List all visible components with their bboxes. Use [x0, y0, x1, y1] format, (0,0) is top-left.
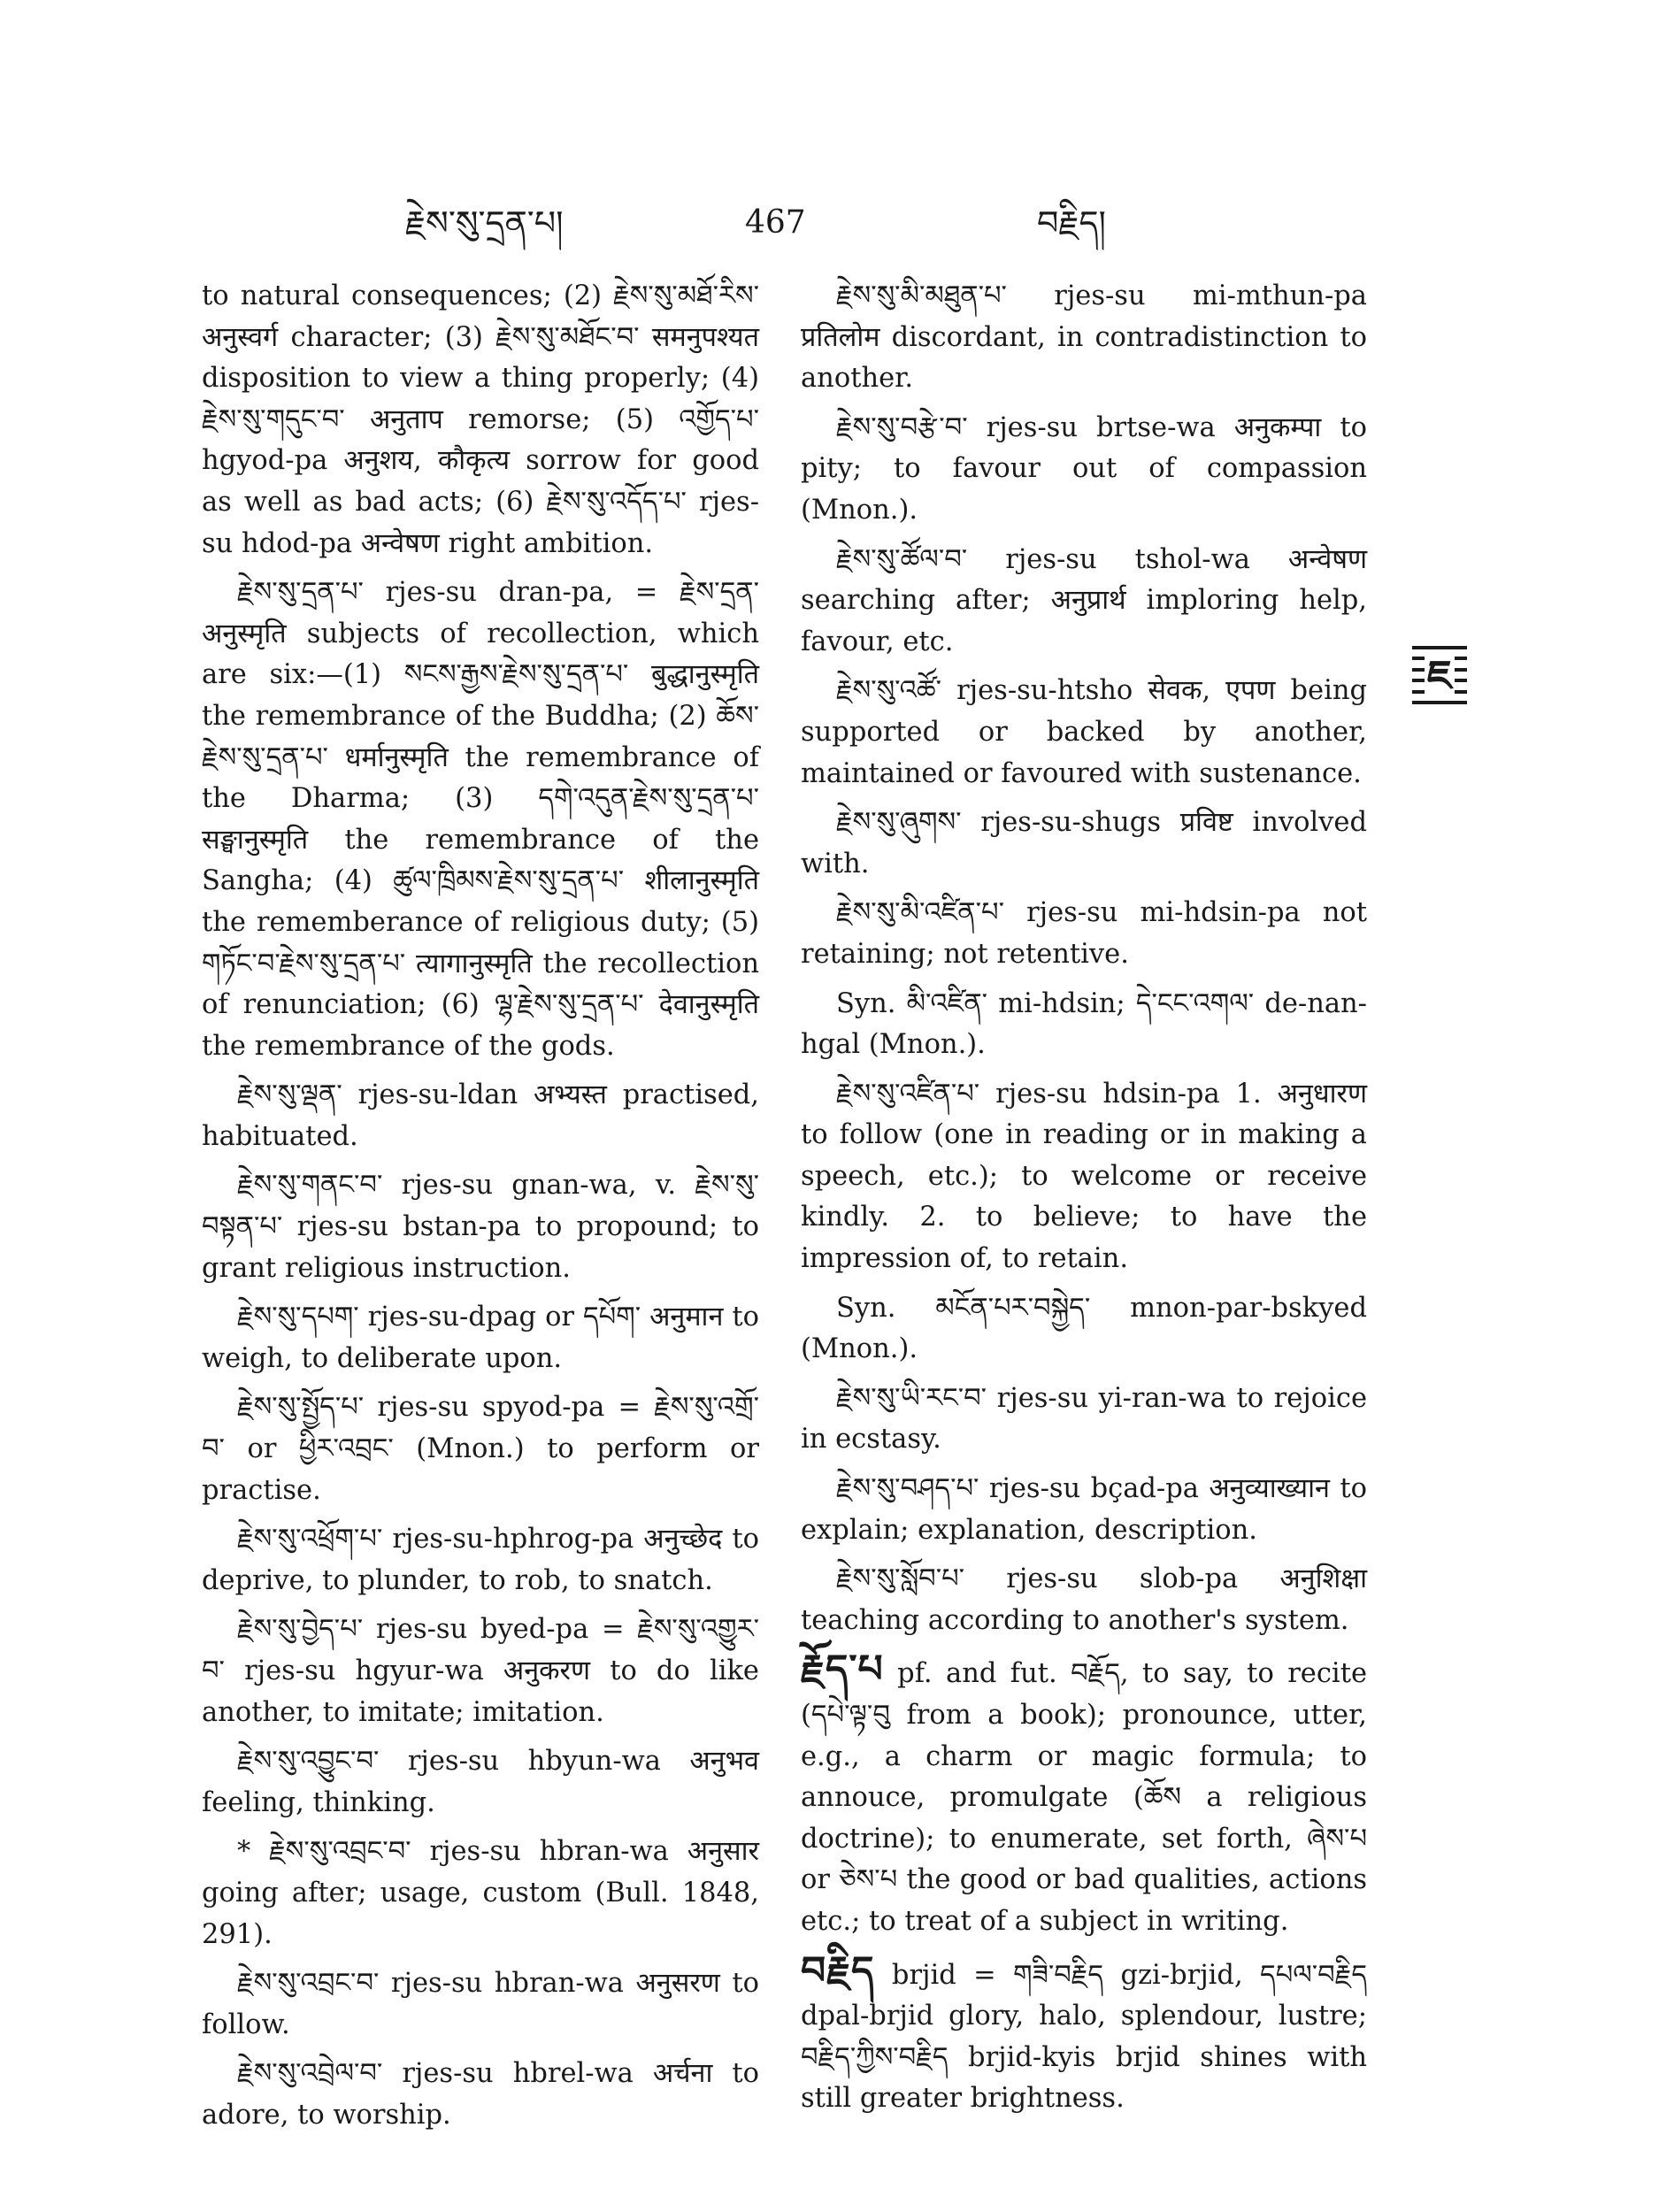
dictionary-entry: རྗེས་སུ་བྱེད་པ་ rjes-su byed-pa = རྗེས་སུ་འགྱུར་བ་ rjes-su hgyur-wa अनुकरण to do like another, to imitate; imitation.: [202, 1614, 759, 1728]
dictionary-entry: རྗེས་སུ་གནང་བ་ rjes-su gnan-wa, v. རྗེས་སུ་བསྟན་པ་ rjes-su bstan-pa to propound; to grant religious instruction.: [202, 1170, 759, 1284]
dictionary-entry: Syn. མངོན་པར་བསྐྱེད་ mnon-par-bskyed (Mnon.).: [801, 1292, 1367, 1365]
dictionary-entry: རྗེས་སུ་དཔག་ rjes-su-dpag or དཔོག་ अनुमान to weigh, to deliberate upon.: [202, 1302, 759, 1374]
dictionary-entry: རྗེས་སུ་འཚོ་ rjes-su-htsho सेवक, एपण being supported or backed by another, maintained or favoured with sustenance.: [801, 675, 1367, 789]
dictionary-entry: རྗེས་སུ་འབྲེལ་བ་ rjes-su hbrel-wa अर्चना to adore, to worship.: [202, 2058, 759, 2131]
dictionary-entry: རྗེས་སུ་སློབ་པ་ rjes-su slob-pa अनुशिक्षा teaching according to another's system.: [801, 1563, 1367, 1636]
dictionary-entry: རྗེས་སུ་འབྲང་བ་ rjes-su hbran-wa अनुसरण to follow.: [202, 1968, 759, 2040]
thumb-tab-rule: [1412, 701, 1467, 704]
dictionary-entry: རྗེས་སུ་འཕྲོག་པ་ rjes-su-hphrog-pa अनुच्छेद to deprive, to plunder, to rob, to snatch.: [202, 1524, 759, 1596]
headword-entry: [801, 1947, 1367, 2120]
dictionary-entry: Syn. མི་འཛིན་ mi-hdsin; དེ་ངང་འགལ་ de-nan-hgal (Mnon.).: [801, 987, 1367, 1061]
headword: རྗོད་པ: [801, 1647, 884, 1693]
dictionary-entry: རྗེས་སུ་འབྱུང་བ་ rjes-su hbyun-wa अनुभव feeling, thinking.: [202, 1746, 759, 1818]
thumb-tab-letter: ཇ: [1425, 651, 1455, 699]
headword-entry: [801, 1649, 1367, 1942]
dictionary-entry: རྗེས་སུ་སྤྱོད་པ་ rjes-su spyod-pa = རྗེས་སུ་འགྲོ་བ་ or ཕྱིར་འབྲང་ (Mnon.) to perform or practise.: [202, 1392, 759, 1506]
dictionary-entry: རྗེས་སུ་ཚོལ་བ་ rjes-su tshol-wa अन्वेषण searching after; अनुप्रार्थ imploring help, favour, etc.: [801, 543, 1367, 657]
dictionary-entry: རྗེས་སུ་བཤད་པ་ rjes-su bçad-pa अनुव्याख्यान to explain; explanation, description.: [801, 1473, 1367, 1546]
running-head-left: རྗེས་སུ་དྲན་པ།: [405, 204, 564, 242]
headword-definition: brjid = གཟི་བརྗིད gzi-brjid, དཔལ་བརྗིད dpal-brjid glory, halo, splendour, lustre; བརྗིད་ཀྱིས་བརྗིད brjid-kyis brjid shines with still greater brightness.: [801, 1959, 1367, 2115]
dictionary-entry: རྗེས་སུ་དྲན་པ་ rjes-su dran-pa, = རྗེས་དྲན་ अनुस्मृति subjects of recollection, which are six:—(1) སངས་རྒྱས་རྗེས་སུ་དྲན་པ་ बुद्धानुस्मृति the remembrance of the Buddha; (2) ཆོས་རྗེས་སུ་དྲན་པ་ धर्मानुस्मृति the remembrance of the Dharma; (3) དགེ་འདུན་རྗེས་སུ་དྲན་པ་ सङ्घानुस्मृति the remembrance of the Sangha; (4) ཚུལ་ཁྲིམས་རྗེས་སུ་དྲན་པ་ शीलानुस्मृति the rememberance of religious duty; (5) གཏོང་བ་རྗེས་སུ་དྲན་པ་ त्यागानुस्मृति the recollection of renunciation; (6) ལྷ་རྗེས་སུ་དྲན་པ་ देवानुस्मृति the remembrance of the gods.: [202, 577, 759, 1062]
dictionary-entry: རྗེས་སུ་ཞུགས་ rjes-su-shugs प्रविष्ट involved with.: [801, 807, 1367, 879]
dictionary-entry: རྗེས་སུ་ཡི་རང་བ་ rjes-su yi-ran-wa to rejoice in ecstasy.: [801, 1382, 1367, 1455]
dictionary-entry: to natural consequences; (2) རྗེས་སུ་མཐོ་རིས་ अनुस्वर्ग character; (3) རྗེས་སུ་མཐོང་བ་ समनुपश्यत disposition to view a thing properly; (4) རྗེས་སུ་གདུང་བ་ अनुताप remorse; (5) འགྱོད་པ་ hgyod-pa अनुशय, कौकृत्य sorrow for good as well as bad acts; (6) རྗེས་སུ་འདོད་པ་ rjes-su hdod-pa अन्वेषण right ambition.: [202, 280, 759, 559]
thumb-index-tab: [1412, 646, 1467, 704]
dictionary-entry: རྗེས་སུ་ལྡན་ rjes-su-ldan अभ्यस्त practised, habituated.: [202, 1079, 759, 1152]
headword-definition: pf. and fut. བརྗོད, to say, to recite (དཔེ་ལྟ་བུ from a book); pronounce, utter, e.g., a charm or magic formula; to annouce, promulgate (ཆོས a religious doctrine); to enumerate, set forth, ཞེས་པ or ཅེས་པ the good or bad qualities, actions etc.; to treat of a subject in writing.: [801, 1658, 1367, 1937]
dictionary-entry: རྗེས་སུ་མི་འཛིན་པ་ rjes-su mi-hdsin-pa not retaining; not retentive.: [801, 897, 1367, 970]
dictionary-entry: རྗེས་སུ་མི་མཐུན་པ་ rjes-su mi-mthun-pa प्रतिलोम discordant, in contradistinction to another.: [801, 280, 1367, 395]
running-head-right: བརྗིད།: [1037, 204, 1106, 242]
headword: བརྗིད: [801, 1947, 875, 1993]
dictionary-entry: རྗེས་སུ་འཛིན་པ་ rjes-su hdsin-pa 1. अनुधारण to follow (one in reading or in making a speech, etc.); to welcome or receive kindly. 2. to believe; to have the impression of, to retain.: [801, 1078, 1367, 1275]
dictionary-entry: རྗེས་སུ་བརྩེ་བ་ rjes-su brtse-wa अनुकम्पा to pity; to favour out of compassion (Mnon.).: [801, 411, 1367, 526]
dictionary-entry: * རྗེས་སུ་འབྲང་བ་ rjes-su hbran-wa अनुसार going after; usage, custom (Bull. 1848, 291).: [202, 1836, 759, 1950]
page-number: 467: [745, 204, 806, 241]
thumb-tab-rule: [1412, 646, 1467, 649]
right-column: [801, 276, 1367, 2128]
left-column: [202, 276, 759, 2145]
